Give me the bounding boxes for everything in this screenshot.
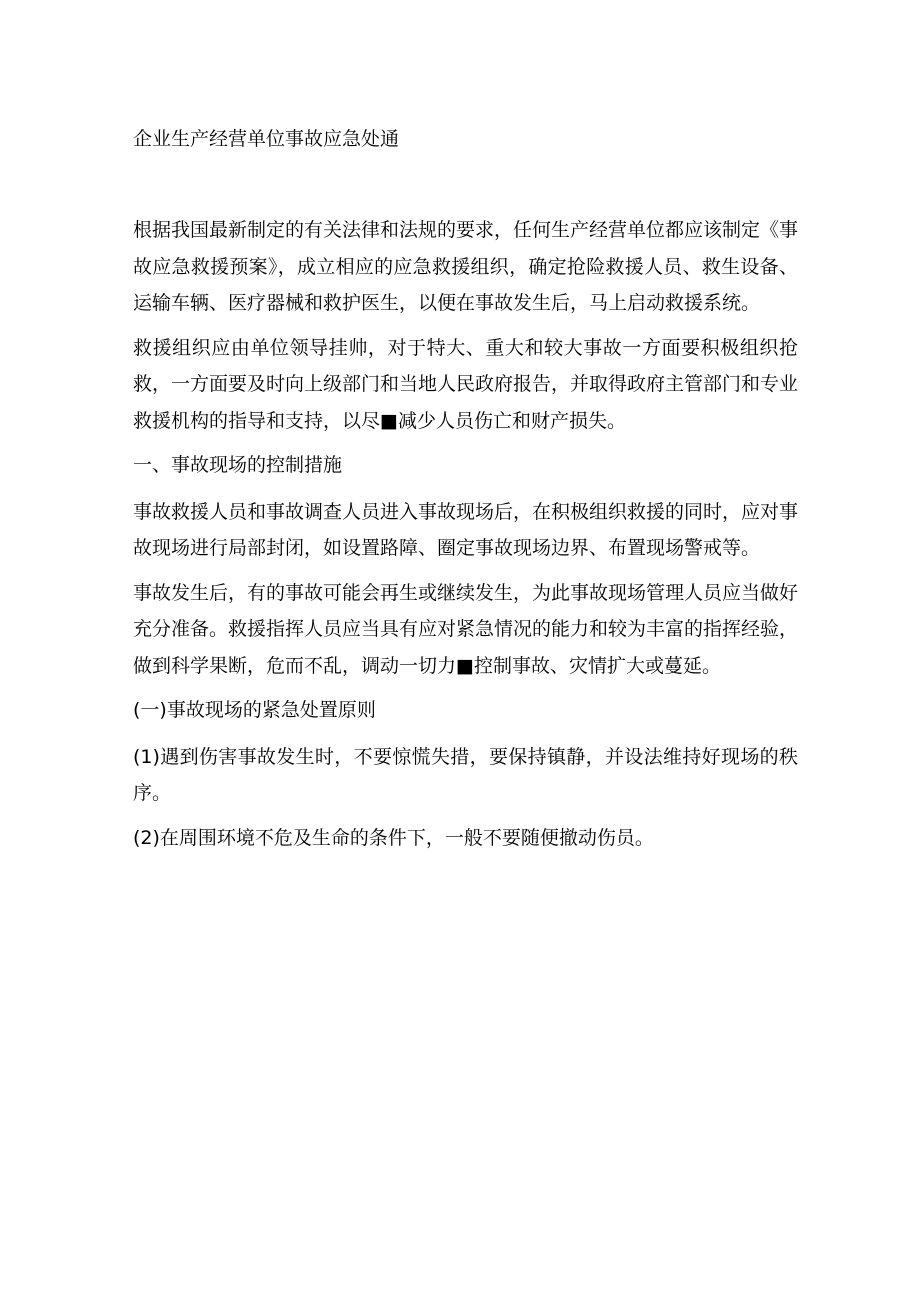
list-item-stay-calm: (1)遇到伤害事故发生时，不要惊慌失措，要保持镇静，并设法维持好现场的秩序。 [133, 745, 798, 804]
section-heading-control-measures: 一、事故现场的控制措施 [133, 454, 343, 476]
list-item-do-not-move-injured: (2)在周围环境不危及生命的条件下，一般不要随便撤动伤员。 [133, 826, 654, 849]
paragraph-command-preparation: 事故发生后，有的事故可能会再生或继续发生，为此事故现场管理人员应当做好充分准备。救援指挥人员应当具有应对紧急情况的能力和较为丰富的指挥经验，做到科学果断，危而不乱，调动一切力■控制事故、灾情扩大或蔓延。 [133, 581, 799, 677]
paragraph-rescue-organization: 救援组织应由单位领导挂帅，对于特大、重大和较大事故一方面要积极组织抢救，一方面要及时向上级部门和当地人民政府报告，并取得政府主管部门和专业救援机构的指导和支持，以尽■减少人员伤亡和财产损失。 [133, 336, 799, 432]
paragraph-scene-closure: 事故救援人员和事故调查人员进入事故现场后，在积极组织救援的同时，应对事故现场进行局部封闭，如设置路障、圈定事故现场边界、布置现场警戒等。 [133, 500, 799, 559]
document-title: 企业生产经营单位事故应急处通 [133, 128, 400, 150]
paragraph-legal-requirements: 根据我国最新制定的有关法律和法规的要求，任何生产经营单位都应该制定《事故应急救援预案》，成立相应的应急救援组织，确定抢险救援人员、救生设备、运输车辆、医疗器械和救护医生，以便在事故发生后，马上启动救援系统。 [133, 219, 799, 314]
document-body [133, 212, 798, 864]
subsection-heading-emergency-principles: (一)事故现场的紧急处置原则 [133, 699, 376, 721]
